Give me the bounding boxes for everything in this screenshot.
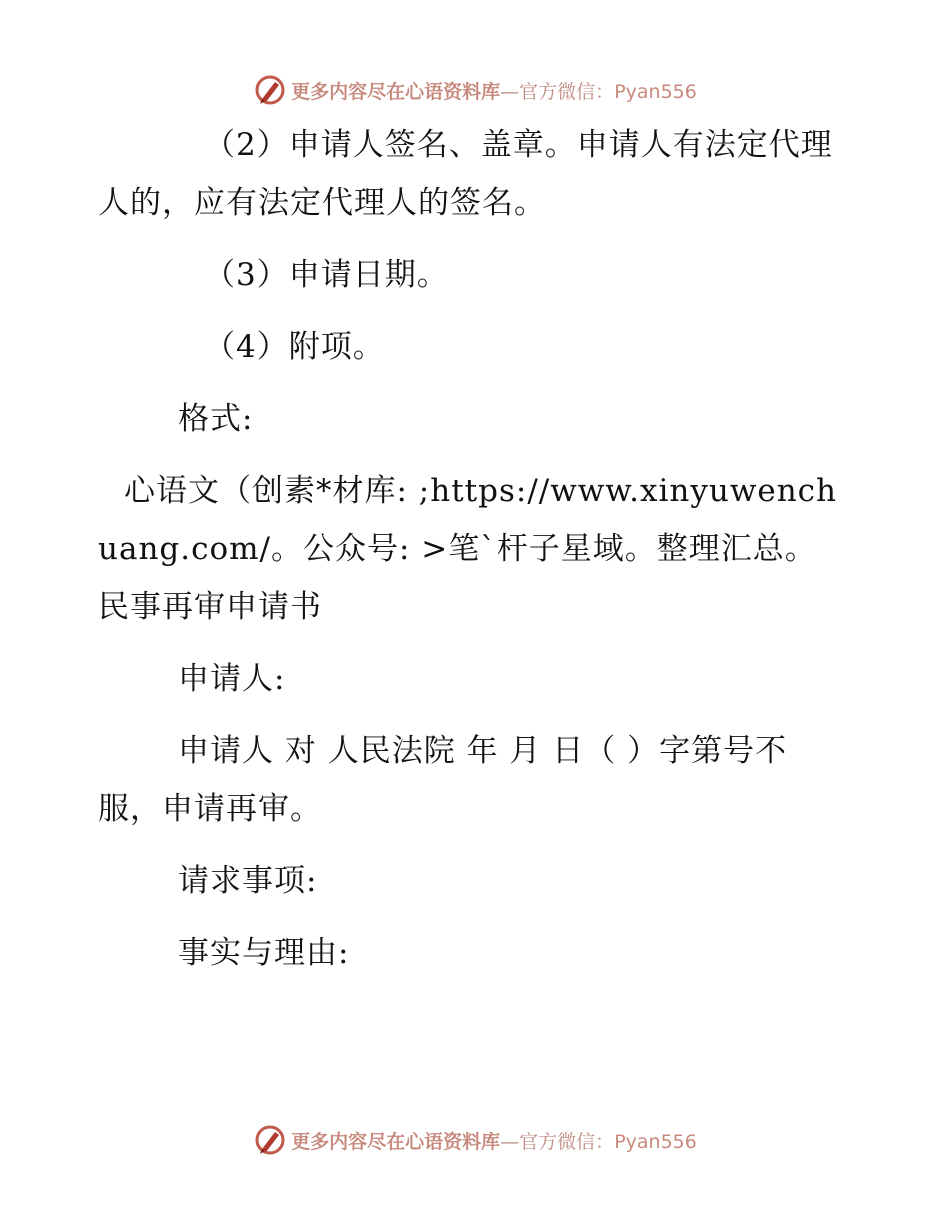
paragraph-attachment: （4）附项。 <box>204 329 385 365</box>
paragraph-applicant-statement: 申请人 对 人民法院 年 月 日（ ）字第号不服，申请再审。 <box>98 733 788 827</box>
footer-banner-text: 更多内容尽在心语资料库—官方微信：Pyan556 <box>291 1130 697 1153</box>
paragraph-applicant: 申请人: <box>178 661 286 697</box>
paragraph-requests: 请求事项: <box>178 863 318 899</box>
pen-logo-icon <box>253 73 287 107</box>
paragraph-format-heading: 格式: <box>178 401 254 437</box>
pen-logo-icon <box>253 1123 287 1157</box>
page-footer-banner <box>0 1120 950 1160</box>
paragraph-date: （3）申请日期。 <box>204 257 449 293</box>
document-body <box>98 116 866 996</box>
header-banner-text: 更多内容尽在心语资料库—官方微信：Pyan556 <box>291 80 697 103</box>
page-header-banner <box>0 70 950 110</box>
paragraph-source-note: 心语文（创素*材库: ;https://www.xinyuwenchuang.com/。公众号: >笔`杆子星域。整理汇总。 民事再审申请书 <box>98 473 866 625</box>
paragraph-facts-reasons: 事实与理由: <box>178 935 350 971</box>
paragraph-signature: （2）申请人签名、盖章。申请人有法定代理人的，应有法定代理人的签名。 <box>98 127 833 221</box>
